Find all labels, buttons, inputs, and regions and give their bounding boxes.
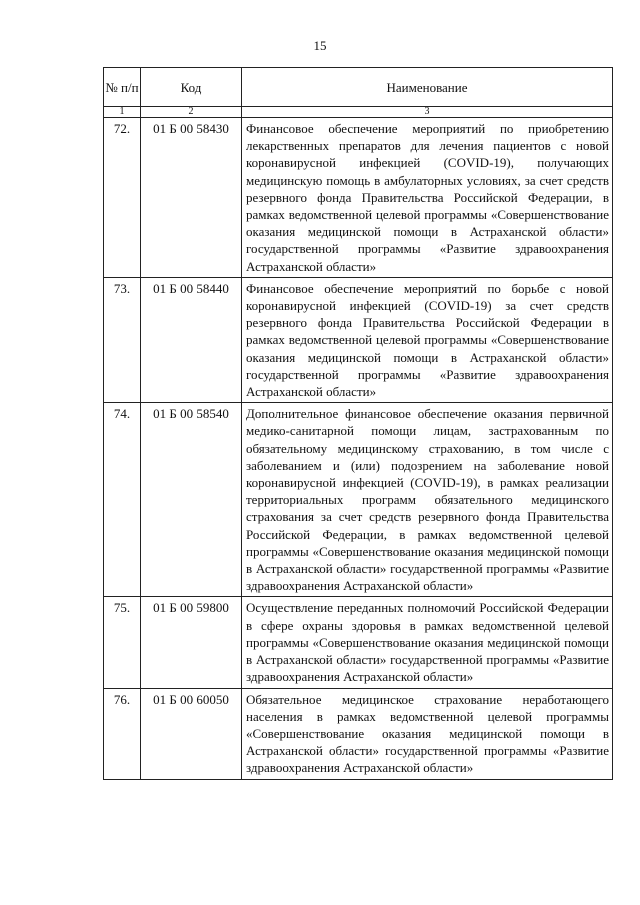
- row-number: 75.: [104, 597, 141, 688]
- header-name: Наименование: [242, 68, 613, 107]
- table-row: [104, 118, 613, 278]
- column-index: 3: [242, 107, 613, 118]
- table-header-row: [104, 68, 613, 107]
- row-code: 01 Б 00 60050: [141, 688, 242, 779]
- row-code: 01 Б 00 59800: [141, 597, 242, 688]
- row-number: 73.: [104, 277, 141, 402]
- page-number: 15: [313, 38, 327, 53]
- row-name: Осуществление переданных полномочий Российской Федерации в сфере охраны здоровья в рамках ведомственной целевой программы «Совершенствование оказания медицинской помощи в Астраханской области» государственной программы «Развитие здравоохранения Астраханской области»: [242, 597, 613, 688]
- header-code: Код: [141, 68, 242, 107]
- column-index: 2: [141, 107, 242, 118]
- column-index-row: [104, 107, 613, 118]
- row-code: 01 Б 00 58440: [141, 277, 242, 402]
- row-name: Обязательное медицинское страхование неработающего населения в рамках ведомственной целевой программы «Совершенствование оказания медицинской помощи в Астраханской области» государственной программы «Развитие здравоохранения Астраханской области»: [242, 688, 613, 779]
- table-row: [104, 403, 613, 597]
- row-name: Дополнительное финансовое обеспечение оказания первичной медико-санитарной помощи лицам, застрахованным по обязательному медицинскому страхованию, в том числе с заболеванием и (или) подозрением на заболевание новой коронавирусной инфекцией (COVID-19), в рамках реализации территориальных программ обязательного медицинского страхования за счет средств резервного фонда Правительства Российской Федерации, в рамках ведомственной целевой программы «Совершенствование оказания медицинской помощи в Астраханской области» государственной программы «Развитие здравоохранения Астраханской области»: [242, 403, 613, 597]
- header-num: № п/п: [104, 68, 141, 107]
- table-row: [104, 688, 613, 779]
- row-name: Финансовое обеспечение мероприятий по борьбе с новой коронавирусной инфекцией (COVID-19) за счет средств резервного фонда Правительства Российской Федерации в рамках ведомственной целевой программы «Совершенствование оказания медицинской помощи в Астраханской области» государственной программы «Развитие здравоохранения Астраханской области»: [242, 277, 613, 402]
- budget-classification-table: [103, 67, 613, 780]
- row-code: 01 Б 00 58540: [141, 403, 242, 597]
- row-number: 76.: [104, 688, 141, 779]
- table-row: [104, 597, 613, 688]
- row-number: 72.: [104, 118, 141, 278]
- table-row: [104, 277, 613, 402]
- column-index: 1: [104, 107, 141, 118]
- row-name: Финансовое обеспечение мероприятий по приобретению лекарственных препаратов для лечения пациентов с новой коронавирусной инфекцией (COVID-19), получающих медицинскую помощь в амбулаторных условиях, за счет средств резервного фонда Правительства Российской Федерации, в рамках ведомственной целевой программы «Совершенствование оказания медицинской помощи в Астраханской области» государственной программы «Развитие здравоохранения Астраханской области»: [242, 118, 613, 278]
- row-code: 01 Б 00 58430: [141, 118, 242, 278]
- row-number: 74.: [104, 403, 141, 597]
